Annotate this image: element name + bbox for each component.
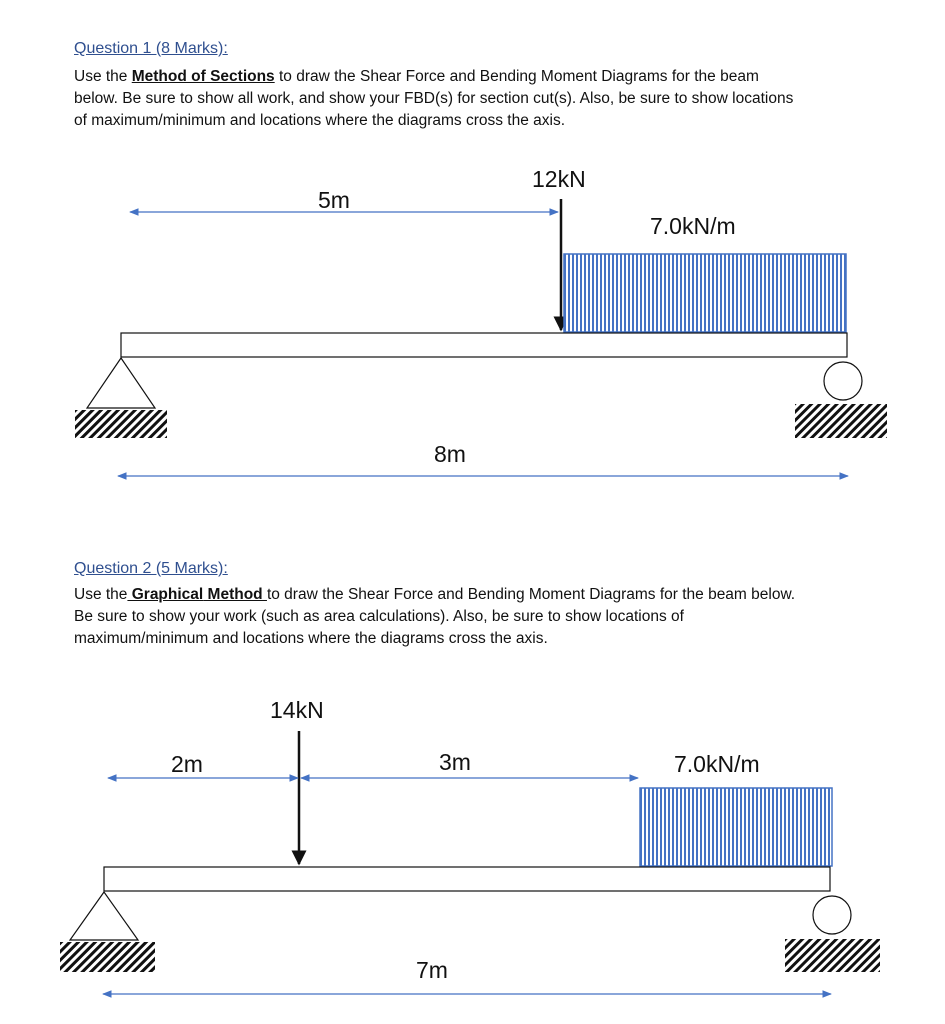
q1-prefix: Use the: [74, 68, 132, 85]
q2-roller-support: [813, 896, 851, 934]
q2-beam: [104, 867, 830, 891]
q2-pin-ground: [60, 942, 155, 972]
q2-udl-block: [640, 788, 832, 866]
q2-dim-2m-label: 2m: [171, 751, 203, 777]
q2-suffix: to draw the Shear Force and Bending Moment Diagrams for the beam below.: [266, 586, 796, 603]
q1-method: Method of Sections: [131, 68, 275, 85]
q1-line-3: of maximum/minimum and locations where the diagrams cross the axis.: [74, 112, 566, 129]
q1-dim-5m-label: 5m: [318, 187, 350, 213]
q2-span-label: 7m: [416, 957, 448, 983]
q2-line-3: maximum/minimum and locations where the diagrams cross the axis.: [74, 630, 548, 647]
q2-method-a: Graphical: [127, 586, 204, 603]
question-1-heading: Question 1 (8 Marks):: [74, 40, 228, 57]
q2-prefix: Use the: [74, 586, 128, 603]
q2-line-2: Be sure to show your work (such as area calculations). Also, be sure to show locations of: [74, 608, 684, 625]
q1-span-label: 8m: [434, 441, 466, 467]
q2-roller-ground: [785, 939, 880, 972]
q1-suffix: to draw the Shear Force and Bending Moment Diagrams for the beam: [274, 68, 759, 85]
q2-method-b: Method: [203, 586, 267, 603]
q2-pin-support: [70, 892, 138, 940]
q2-point-load-label: 14kN: [270, 697, 324, 723]
q2-dim-3m-label: 3m: [439, 749, 471, 775]
q1-udl-label: 7.0kN/m: [650, 213, 736, 239]
question-2-heading: Question 2 (5 Marks):: [74, 560, 228, 577]
q1-line-2: below. Be sure to show all work, and show your FBD(s) for section cut(s). Also, be sure to show locations: [74, 90, 794, 107]
q2-udl-label: 7.0kN/m: [674, 751, 760, 777]
q1-point-load-label: 12kN: [532, 166, 586, 192]
